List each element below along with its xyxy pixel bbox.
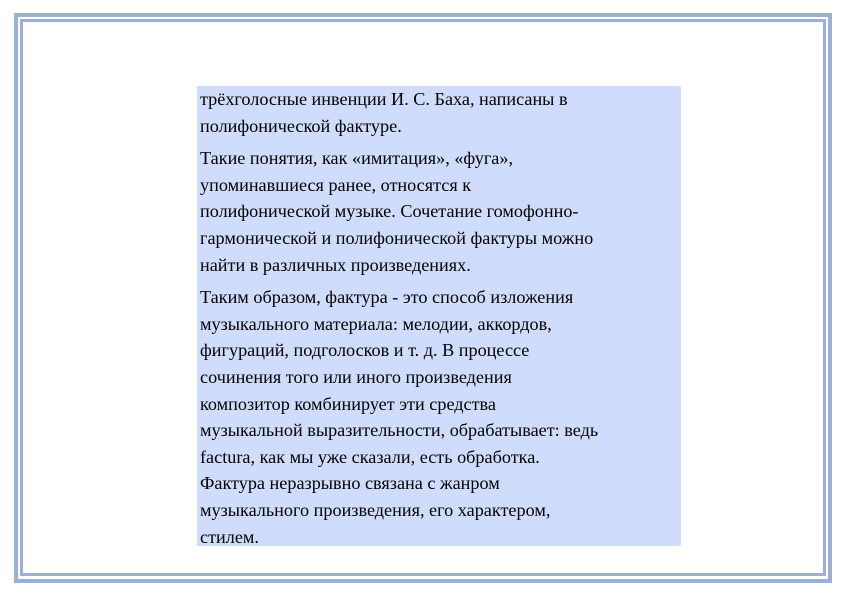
text-line: полифонической фактуре. <box>200 115 402 136</box>
text-line: упоминавшиеся ранее, относятся к <box>200 174 472 195</box>
paragraph-2 <box>200 145 681 278</box>
text-line: композитор комбинирует эти средства <box>200 393 496 414</box>
text-line: стилем. <box>200 526 259 547</box>
text-line: factura, как мы уже сказали, есть обработка. <box>200 446 540 467</box>
text-line: найти в различных произведениях. <box>200 254 471 275</box>
text-line: гармонической и полифонической фактуры можно <box>200 227 594 248</box>
text-line: Таким образом, фактура - это способ изложения <box>200 287 574 308</box>
text-box <box>197 86 681 546</box>
text-line: сочинения того или иного произведения <box>200 366 512 387</box>
text-line: музыкальной выразительности, обрабатывает: ведь <box>200 420 599 441</box>
text-line: полифонической музыке. Сочетание гомофонно- <box>200 201 579 222</box>
text-line: трёхголосные инвенции И. С. Баха, написаны в <box>200 89 568 109</box>
text-line: Такие понятия, как «имитация», «фуга», <box>200 148 514 169</box>
text-line: фигураций, подголосков и т. д. В процессе <box>200 340 530 361</box>
paragraph-1 <box>200 86 681 139</box>
paragraph-3 <box>200 284 681 550</box>
text-line: Фактура неразрывно связана с жанром <box>200 473 500 494</box>
text-line: музыкального материала: мелодии, аккордов, <box>200 313 552 334</box>
text-line: музыкального произведения, его характером, <box>200 499 551 520</box>
